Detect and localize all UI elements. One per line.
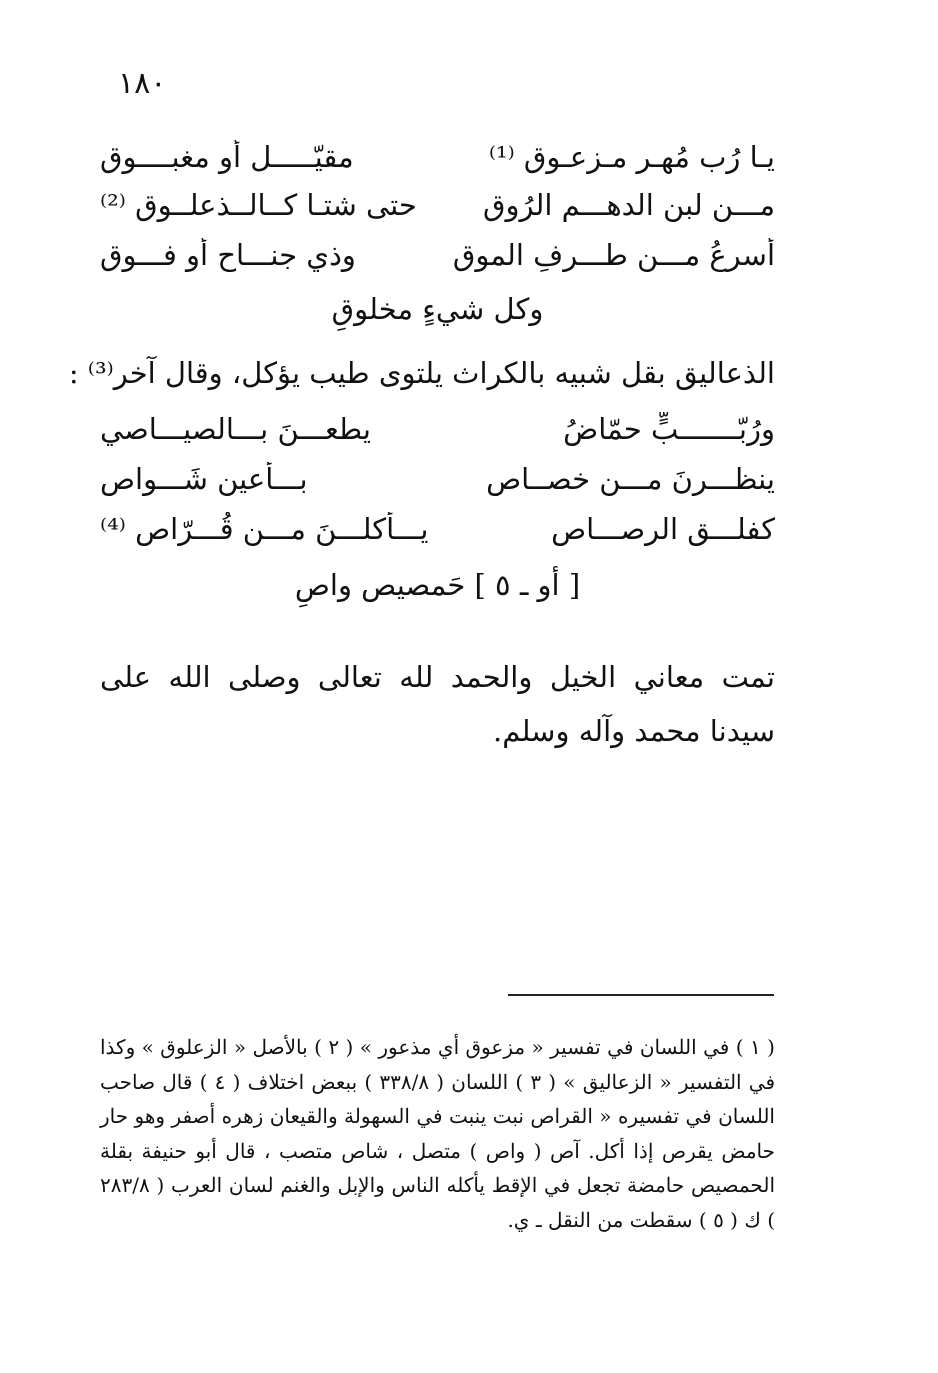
verse-hemistich-first: ورُبّـــــــبٍّ حمّاضُ (563, 412, 775, 446)
footnotes: ( ١ ) في اللسان في تفسير « مزعوق أي مذعور » ( ٢ ) بالأصل « الزعلوق » وكذا في التفسير « الزعاليق » ( ٣ ) اللسان ( ٣٣٨/٨ ) ببعض اختلاف ( ٤ ) قال صاحب اللسان في تفسيره « القراص نبت ينبت في السهولة والقيعان زهره أصفر وهو حار حامض يقرص إذا أكل. آص ( واص ) متصل ، شاص متصب ، قال أبو حنيفة بقلة الحمصيص حامضة تجعل في الإقط يأكله الناس والإبل والغنم لسان العرب ( ٢٨٣/٨ ) ك ( ٥ ) سقطت من النقل ـ ي. (100, 1035, 776, 1232)
verse-hemistich-first: ينظـــرنَ مـــن خصــاصِ (486, 462, 775, 496)
poem1-verse-3 (100, 230, 775, 280)
footnote-separator (508, 994, 774, 996)
prose-intro: الذعاليق بقل شبيه بالكراث يلتوى طيب يؤكل، وقال آخر⁽³⁾ : (68, 356, 775, 390)
verse-hemistich-first: مـــن لبن الدهـــم الرُوقِ (482, 188, 775, 222)
poem1-verse-2 (100, 180, 775, 230)
verse-hemistich-first: كفلـــقِ الرصـــاصِ (551, 512, 775, 546)
verse-hemistich-first: يـا رُب مُهـرِ مـزعـوقِ ⁽¹⁾ (488, 140, 775, 174)
page-number: ١٨٠ (118, 66, 167, 101)
poem2-verse-1 (100, 404, 775, 454)
verse-hemistich-second: يطعـــنَ بـــالصيـــاصي (100, 412, 371, 446)
poem2-verse-3 (100, 504, 775, 554)
verse-hemistich-first: أسرعُ مـــن طـــرفِ الموقِ (452, 238, 775, 272)
verse-hemistich-second: وذي جنـــاحٍ أو فـــوقِ (100, 238, 356, 272)
verse-hemistich-second: حتى شتـا كــالــذعلــوق ⁽²⁾ (100, 188, 417, 222)
poem1-closing-line: وكل شيءٍ مخلوقِ (331, 292, 544, 326)
verse-hemistich-second: بـــأعينٍ شَـــواصِ (100, 462, 308, 496)
poem2-closing-line: [ أو ـ ٥ ] حَمصيص واصِ (294, 568, 581, 602)
verse-hemistich-second: يـــأكلـــنَ مـــن قُـــرّاصِ ⁽⁴⁾ (100, 512, 429, 546)
conclusion-paragraph: تمت معاني الخيل والحمد لله تعالى وصلى الله على سيدنا محمد وآله وسلم. (100, 660, 775, 748)
verse-hemistich-second: مقيّـــــلٍ أو مغبــــوقِ (100, 140, 354, 174)
poem2-verse-2 (100, 454, 775, 504)
poem1-verse-1 (100, 132, 775, 182)
